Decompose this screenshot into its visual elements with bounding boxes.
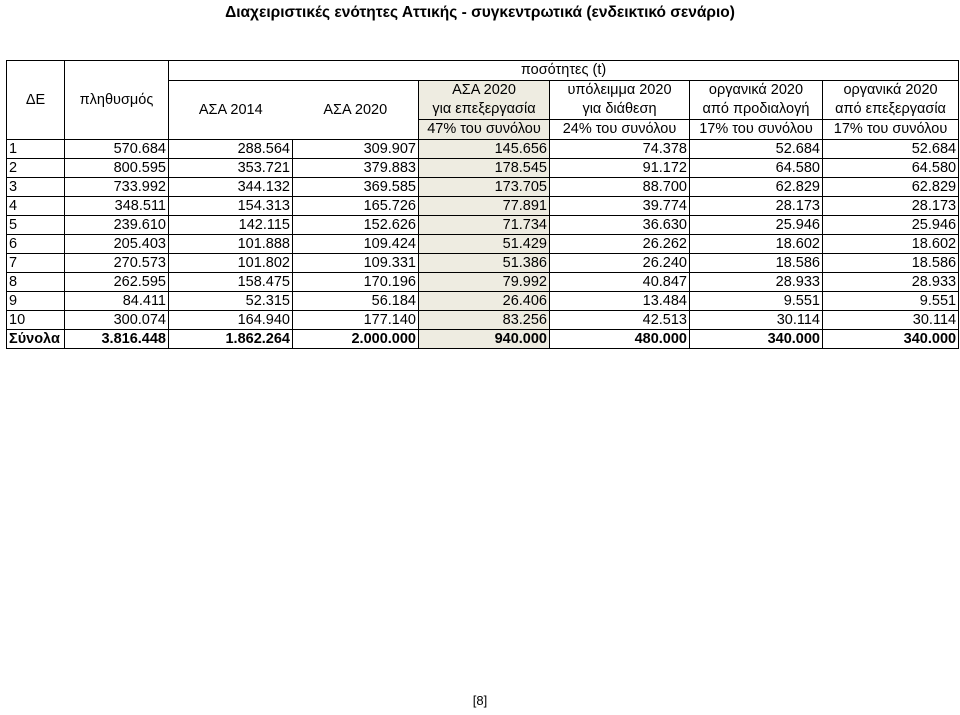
totals-row [7,330,959,349]
total-cell-population: 3.816.448 [65,330,169,349]
cell-asa2020: 177.140 [293,311,419,330]
cell-de: 1 [7,140,65,159]
cell-asa2014: 101.802 [169,254,293,273]
table-row [7,197,959,216]
cell-asa2020-proc: 145.656 [419,140,550,159]
column-header-organic-proc-line1: οργανικά 2020 [823,81,959,101]
cell-de: 7 [7,254,65,273]
column-header-organic-sep-line2: από προδιαλογή [690,100,823,120]
cell-population: 733.992 [65,178,169,197]
cell-organic-proc: 62.829 [823,178,959,197]
cell-population: 570.684 [65,140,169,159]
cell-organic-sep: 62.829 [690,178,823,197]
page-title: Διαχειριστικές ενότητες Αττικής - συγκεντρωτικά (ενδεικτικό σενάριο) [225,4,735,21]
cell-asa2014: 164.940 [169,311,293,330]
cell-asa2014: 288.564 [169,140,293,159]
column-header-population: πληθυσμός [65,61,169,140]
cell-population: 84.411 [65,292,169,311]
cell-organic-sep: 18.586 [690,254,823,273]
cell-asa2014: 101.888 [169,235,293,254]
cell-organic-proc: 64.580 [823,159,959,178]
cell-organic-sep: 9.551 [690,292,823,311]
column-header-asa2020-proc-line1: ΑΣΑ 2020 [419,81,550,101]
cell-asa2020-proc: 79.992 [419,273,550,292]
table-row [7,292,959,311]
cell-organic-proc: 52.684 [823,140,959,159]
cell-population: 239.610 [65,216,169,235]
cell-organic-proc: 9.551 [823,292,959,311]
cell-asa2020: 109.424 [293,235,419,254]
cell-organic-proc: 18.586 [823,254,959,273]
table-row [7,254,959,273]
table-row [7,235,959,254]
cell-residue: 26.262 [550,235,690,254]
page-number: [8] [472,693,488,708]
cell-de: 9 [7,292,65,311]
cell-asa2020: 56.184 [293,292,419,311]
total-cell-organic-proc: 340.000 [823,330,959,349]
cell-de: 5 [7,216,65,235]
table-body [7,140,959,349]
cell-organic-proc: 18.602 [823,235,959,254]
column-header-residue-line2: για διάθεση [550,100,690,120]
cell-asa2020-proc: 51.386 [419,254,550,273]
cell-population: 348.511 [65,197,169,216]
total-cell-asa2020: 2.000.000 [293,330,419,349]
cell-organic-proc: 25.946 [823,216,959,235]
cell-de: 4 [7,197,65,216]
cell-asa2020: 379.883 [293,159,419,178]
cell-residue: 88.700 [550,178,690,197]
table-row [7,311,959,330]
column-header-asa2020-proc-line3: 47% του συνόλου [419,120,550,140]
cell-asa2020: 152.626 [293,216,419,235]
cell-population: 300.074 [65,311,169,330]
column-header-residue-line3: 24% του συνόλου [550,120,690,140]
totals-label: Σύνολα [7,330,65,349]
cell-de: 8 [7,273,65,292]
column-header-de: ΔΕ [7,61,65,140]
column-header-asa2014: ΑΣΑ 2014 [169,81,293,140]
summary-table [6,60,959,349]
cell-residue: 42.513 [550,311,690,330]
cell-asa2020-proc: 83.256 [419,311,550,330]
cell-organic-sep: 30.114 [690,311,823,330]
cell-organic-proc: 30.114 [823,311,959,330]
cell-asa2020-proc: 71.734 [419,216,550,235]
cell-asa2014: 142.115 [169,216,293,235]
column-header-asa2020-proc-line2: για επεξεργασία [419,100,550,120]
cell-organic-sep: 28.933 [690,273,823,292]
cell-asa2020-proc: 178.545 [419,159,550,178]
cell-population: 205.403 [65,235,169,254]
cell-asa2020: 309.907 [293,140,419,159]
cell-population: 800.595 [65,159,169,178]
cell-asa2020-proc: 173.705 [419,178,550,197]
total-cell-asa2014: 1.862.264 [169,330,293,349]
cell-organic-proc: 28.933 [823,273,959,292]
cell-residue: 74.378 [550,140,690,159]
total-cell-asa2020-proc: 940.000 [419,330,550,349]
column-header-organic-sep-line3: 17% του συνόλου [690,120,823,140]
header-row-1 [7,61,959,81]
cell-residue: 39.774 [550,197,690,216]
cell-residue: 36.630 [550,216,690,235]
cell-asa2014: 154.313 [169,197,293,216]
cell-organic-sep: 28.173 [690,197,823,216]
cell-asa2020: 109.331 [293,254,419,273]
cell-asa2020-proc: 26.406 [419,292,550,311]
cell-asa2020-proc: 77.891 [419,197,550,216]
cell-de: 2 [7,159,65,178]
cell-de: 3 [7,178,65,197]
column-header-organic-proc-line2: από επεξεργασία [823,100,959,120]
column-header-organic-proc-line3: 17% του συνόλου [823,120,959,140]
cell-asa2020-proc: 51.429 [419,235,550,254]
column-group-header-quantities: ποσότητες (t) [169,61,959,81]
cell-residue: 26.240 [550,254,690,273]
cell-de: 10 [7,311,65,330]
cell-asa2014: 52.315 [169,292,293,311]
cell-asa2014: 344.132 [169,178,293,197]
cell-asa2014: 158.475 [169,273,293,292]
cell-asa2014: 353.721 [169,159,293,178]
cell-residue: 91.172 [550,159,690,178]
column-header-asa2020: ΑΣΑ 2020 [293,81,419,140]
table-row [7,140,959,159]
cell-organic-sep: 64.580 [690,159,823,178]
cell-residue: 13.484 [550,292,690,311]
table-row [7,178,959,197]
cell-asa2020: 170.196 [293,273,419,292]
cell-residue: 40.847 [550,273,690,292]
cell-organic-sep: 18.602 [690,235,823,254]
cell-de: 6 [7,235,65,254]
column-header-residue-line1: υπόλειμμα 2020 [550,81,690,101]
cell-population: 262.595 [65,273,169,292]
cell-asa2020: 165.726 [293,197,419,216]
cell-population: 270.573 [65,254,169,273]
total-cell-residue: 480.000 [550,330,690,349]
cell-organic-sep: 52.684 [690,140,823,159]
table-row [7,159,959,178]
cell-organic-proc: 28.173 [823,197,959,216]
table-row [7,216,959,235]
cell-organic-sep: 25.946 [690,216,823,235]
table-row [7,273,959,292]
column-header-organic-sep-line1: οργανικά 2020 [690,81,823,101]
total-cell-organic-sep: 340.000 [690,330,823,349]
cell-asa2020: 369.585 [293,178,419,197]
